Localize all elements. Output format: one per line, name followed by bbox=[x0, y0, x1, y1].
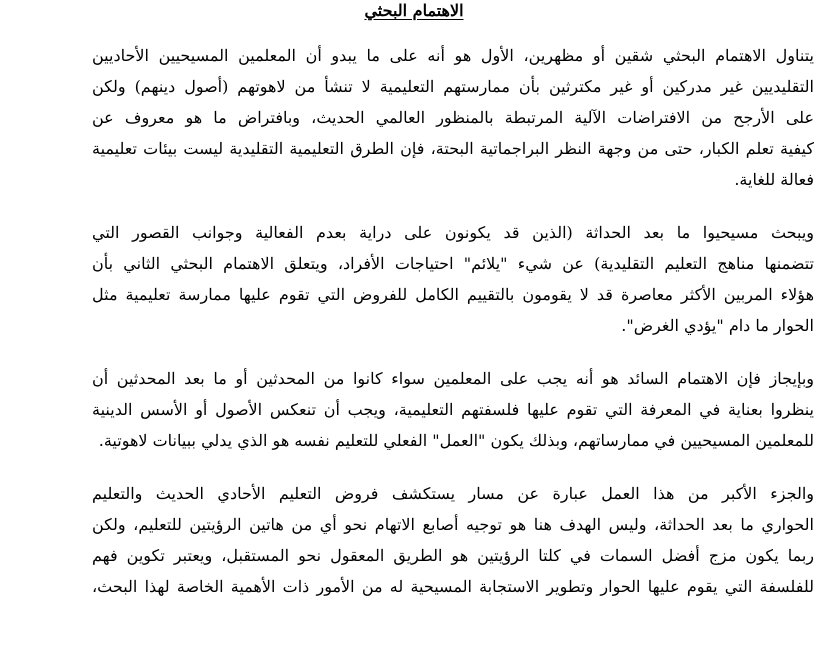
paragraph-1-line-4: كيفية تعلم الكبار، حتى من وجهة النظر البراجماتية البحتة، فإن الطرق التعليمية التقليدية ليست بيئات تعليمية bbox=[92, 139, 814, 158]
paragraph-4-line-4: للفلسفة التي يقوم عليها الحوار وتطوير الاستجابة المسيحية له من الأمور ذات الأهمية الخاصة لهذا البحث، bbox=[92, 577, 814, 596]
document-body bbox=[92, 40, 814, 624]
paragraph-4-line-1: والجزء الأكبر من هذا العمل عبارة عن مسار يستكشف فروض التعليم الأحادي الحديث والتعليم bbox=[92, 484, 814, 503]
paragraph-2-line-1: ويبحث مسيحيوا ما بعد الحداثة (الذين قد يكونون على دراية بعدم الفعالية وجوانب القصور التي bbox=[92, 223, 814, 242]
paragraph-1 bbox=[92, 40, 814, 195]
paragraph-1-line-1: يتناول الاهتمام البحثي شقين أو مظهرين، الأول هو أنه على ما يبدو أن المعلمين المسيحيين الأحاديين bbox=[92, 46, 814, 65]
paragraph-2 bbox=[92, 217, 814, 341]
document-title-text: الاهتمام البحثي bbox=[364, 1, 464, 20]
paragraph-4 bbox=[92, 478, 814, 602]
paragraph-2-line-4: الحوار ما دام "يؤدي الغرض". bbox=[621, 316, 814, 335]
paragraph-1-line-2: التقليديين غير مدركين أو غير مكترثين بأن ممارستهم التعليمية لا تنشأ من لاهوتهم (أصول دينهم) ولكن bbox=[92, 77, 814, 96]
document-title bbox=[0, 0, 828, 22]
paragraph-3 bbox=[92, 363, 814, 456]
paragraph-4-line-2: الحواري ما بعد الحداثة، وليس الهدف هنا هو توجيه أصابع الاتهام نحو أي من هاتين الرؤيتين للتعليم، ولكن bbox=[92, 515, 814, 534]
paragraph-4-line-3: ربما يكون مزج أفضل السمات في كلتا الرؤيتين هو الطريق المعقول نحو المستقبل، ويعتبر تكوين فهم bbox=[92, 546, 814, 565]
paragraph-2-line-3: هؤلاء المربين الأكثر معاصرة قد لا يقومون بالتقييم الكامل للفروض التي تقوم عليها ممارسة تعليمية مثل bbox=[92, 285, 814, 304]
paragraph-3-line-3: للمعلمين المسيحيين في ممارساتهم، وبذلك يكون "العمل" الفعلي للتعليم نفسه هو الذي يدلي ببيانات لاهوتية. bbox=[98, 431, 814, 450]
paragraph-3-line-1: وبإيجاز فإن الاهتمام السائد هو أنه يجب على المعلمين سواء كانوا من المحدثين أو ما بعد المحدثين أن bbox=[92, 369, 814, 388]
paragraph-3-line-2: ينظروا بعناية في المعرفة التي تقوم عليها فلسفتهم التعليمية، ويجب أن تنعكس الأصول أو الأسس الدينية bbox=[92, 400, 814, 419]
paragraph-1-line-5: فعالة للغاية. bbox=[734, 170, 814, 189]
paragraph-2-line-2: تتضمنها مناهج التعليم التقليدية) عن شيء "يلائم" احتياجات الأفراد، ويتعلق الاهتمام البحثي الثاني بأن bbox=[92, 254, 814, 273]
paragraph-1-line-3: على الأرجح من الافتراضات الآلية المرتبطة بالمنظور العالمي الحديث، وبافتراض ما هو معروف عن bbox=[92, 108, 814, 127]
